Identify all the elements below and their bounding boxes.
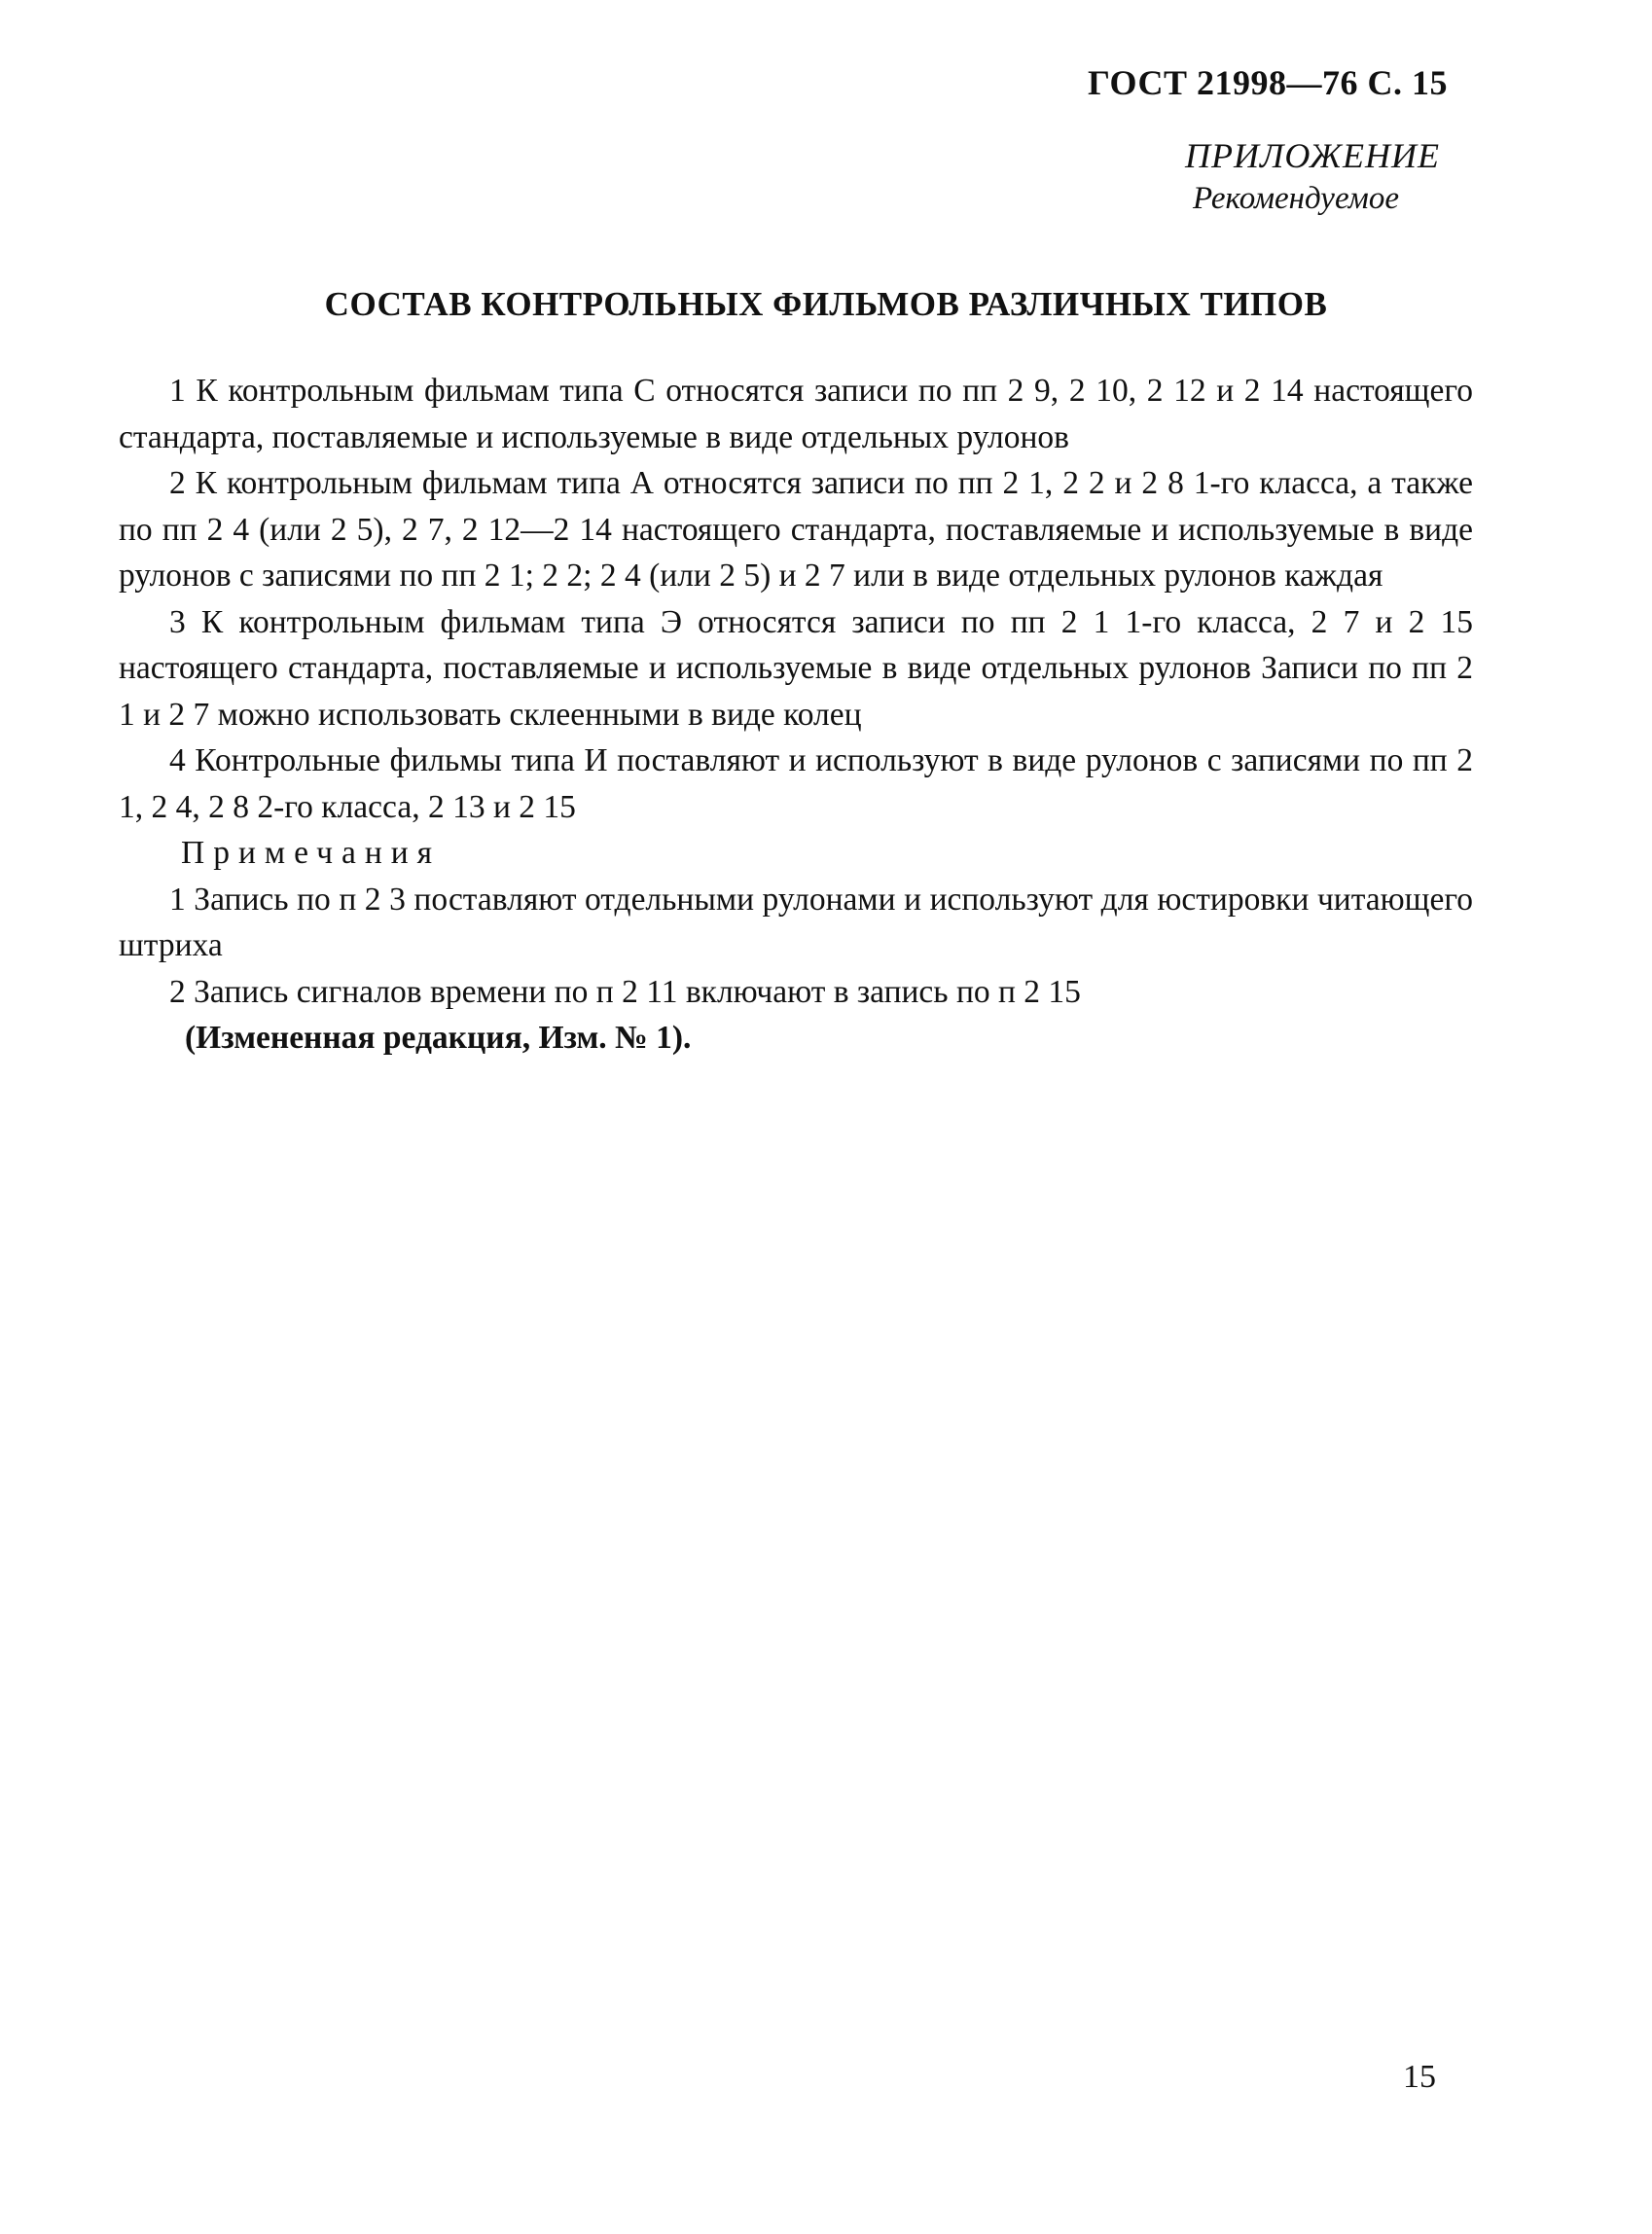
appendix-block xyxy=(1185,134,1440,220)
document-title: СОСТАВ КОНТРОЛЬНЫХ ФИЛЬМОВ РАЗЛИЧНЫХ ТИПОВ xyxy=(324,285,1328,323)
paragraph-4: 4 Контрольные фильмы типа И поставляют и используют в виде рулонов с записями по пп 2 1, 2 4, 2 8 2-го класса, 2 13 и 2 15 xyxy=(119,742,1473,825)
notes-heading: Примечания xyxy=(181,835,442,871)
document-body xyxy=(119,368,1473,1062)
page-header: ГОСТ 21998—76 С. 15 xyxy=(1088,63,1448,102)
page-number: 15 xyxy=(1403,2059,1436,2095)
paragraph-1: 1 К контрольным фильмам типа С относятся записи по пп 2 9, 2 10, 2 12 и 2 14 настоящего стандарта, поставляемые и используемые в виде отдельных рулонов xyxy=(119,373,1473,455)
paragraph-3: 3 К контрольным фильмам типа Э относятся записи по пп 2 1 1-го класса, 2 7 и 2 15 настоящего стандарта, поставляемые и используемые в виде отдельных рулонов Записи по пп 2 1 и 2 7 можно использовать склеенными в виде колец xyxy=(119,603,1473,733)
appendix-subtitle: Рекомендуемое xyxy=(1192,181,1399,216)
note-1: 1 Запись по п 2 3 поставляют отдельными рулонами и используют для юстировки читающего штриха xyxy=(119,881,1473,963)
amendment-note: (Измененная редакция, Изм. № 1). xyxy=(185,1020,692,1056)
appendix-title: ПРИЛОЖЕНИЕ xyxy=(1185,136,1440,175)
note-2: 2 Запись сигналов времени по п 2 11 включают в запись по п 2 15 xyxy=(169,973,1081,1010)
paragraph-2: 2 К контрольным фильмам типа А относятся записи по пп 2 1, 2 2 и 2 8 1-го класса, а также по пп 2 4 (или 2 5), 2 7, 2 12—2 14 настоящего стандарта, поставляемые и используемые в виде рулонов с записями по пп 2 1; 2 2; 2 4 (или 2 5) и 2 7 или в виде отдельных рулонов каждая xyxy=(119,465,1473,594)
